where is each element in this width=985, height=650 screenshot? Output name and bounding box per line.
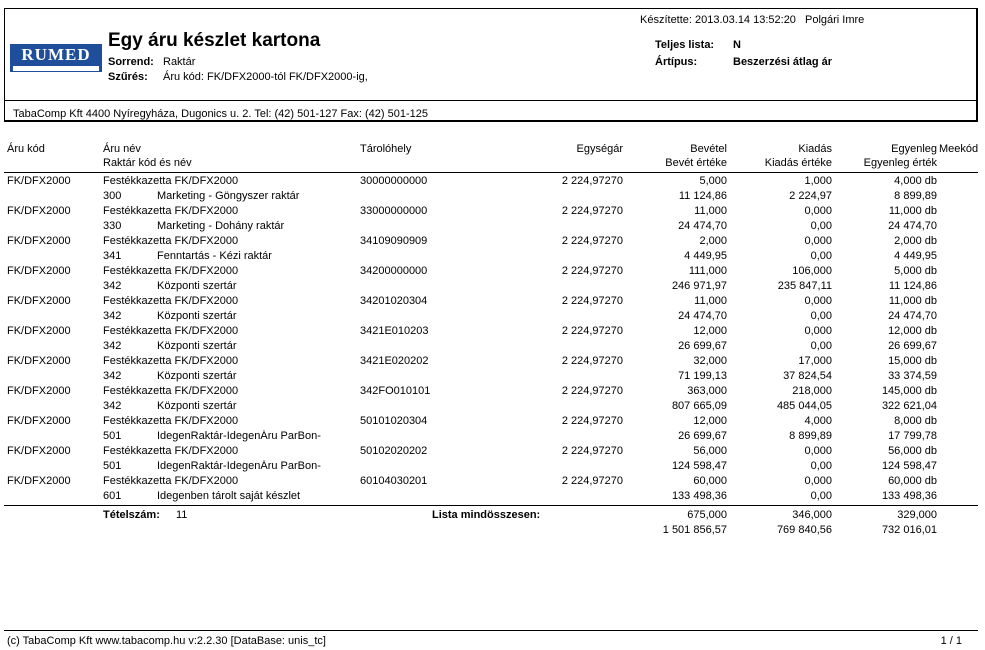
item-name: Festékkazetta FK/DFX2000: [103, 205, 239, 217]
warehouse-name: Marketing - Göngyszer raktár: [157, 190, 300, 202]
warehouse-name: Központi szertár: [157, 370, 237, 382]
item-code: FK/DFX2000: [7, 295, 71, 307]
item-income: 32,000: [693, 355, 727, 367]
col-header-warehouse: Raktár kód és név: [103, 157, 192, 169]
warehouse-name: Idegenben tárolt saját készlet: [157, 490, 301, 502]
col-header-income-value: Bevét értéke: [665, 157, 727, 169]
warehouse-code: 342: [103, 370, 122, 382]
company-logo: [10, 44, 102, 72]
item-expense: 0,000: [804, 325, 832, 337]
item-income: 11,000: [694, 205, 727, 217]
item-name: Festékkazetta FK/DFX2000: [103, 175, 239, 187]
item-income: 5,000: [699, 175, 727, 187]
item-location: 3421E010203: [360, 325, 429, 337]
item-unit-price: 2 224,97270: [561, 325, 623, 337]
item-expense-value: 2 224,97: [789, 190, 832, 202]
item-balance: 11,000 db: [888, 205, 937, 217]
total-balance: 329,000: [897, 509, 937, 521]
item-unit-price: 2 224,97270: [561, 445, 623, 457]
item-expense: 0,000: [804, 205, 832, 217]
item-income-value: 71 199,13: [678, 370, 727, 382]
item-balance: 5,000 db: [894, 265, 937, 277]
item-code: FK/DFX2000: [7, 235, 71, 247]
sort-value: Raktár: [163, 56, 196, 68]
full-list-label: Teljes lista:: [655, 39, 715, 51]
total-expense: 346,000: [792, 509, 832, 521]
item-expense: 218,000: [792, 385, 832, 397]
item-unit-price: 2 224,97270: [561, 205, 623, 217]
item-code: FK/DFX2000: [7, 205, 71, 217]
item-income-value: 246 971,97: [671, 280, 727, 292]
item-income-value: 124 598,47: [671, 460, 727, 472]
warehouse-name: Fenntartás - Kézi raktár: [157, 250, 272, 262]
item-income-value: 26 699,67: [678, 340, 727, 352]
item-location: 3421E020202: [360, 355, 429, 367]
item-balance-value: 322 621,04: [881, 400, 937, 412]
item-income: 11,000: [694, 295, 727, 307]
count-value: 11: [176, 509, 188, 521]
item-unit-price: 2 224,97270: [561, 175, 623, 187]
total-balance-value: 732 016,01: [881, 524, 937, 536]
item-code: FK/DFX2000: [7, 175, 71, 187]
item-balance-value: 26 699,67: [888, 340, 937, 352]
page-number: 1 / 1: [940, 635, 962, 647]
item-name: Festékkazetta FK/DFX2000: [103, 235, 239, 247]
warehouse-code: 330: [103, 220, 122, 232]
item-expense-value: 37 824,54: [783, 370, 832, 382]
filter-value: Áru kód: FK/DFX2000-tól FK/DFX2000-ig,: [163, 71, 368, 83]
warehouse-name: Központi szertár: [157, 400, 237, 412]
item-expense-value: 0,00: [810, 490, 832, 502]
item-expense-value: 0,00: [810, 310, 832, 322]
item-name: Festékkazetta FK/DFX2000: [103, 355, 239, 367]
warehouse-name: IdegenRaktár-IdegenÁru ParBon-: [157, 430, 321, 442]
item-location: 34200000000: [360, 265, 428, 277]
warehouse-code: 300: [103, 190, 122, 202]
item-location: 60104030201: [360, 475, 428, 487]
header-rule: [4, 172, 978, 173]
item-income-value: 24 474,70: [678, 220, 727, 232]
total-expense-value: 769 840,56: [776, 524, 832, 536]
warehouse-code: 501: [103, 460, 122, 472]
total-income-value: 1 501 856,57: [662, 524, 727, 536]
warehouse-code: 601: [103, 490, 122, 502]
item-name: Festékkazetta FK/DFX2000: [103, 445, 239, 457]
item-expense: 106,000: [792, 265, 832, 277]
warehouse-code: 342: [103, 310, 122, 322]
item-name: Festékkazetta FK/DFX2000: [103, 295, 239, 307]
total-income: 675,000: [687, 509, 727, 521]
item-expense: 0,000: [804, 295, 832, 307]
warehouse-name: Központi szertár: [157, 340, 237, 352]
item-code: FK/DFX2000: [7, 415, 71, 427]
warehouse-code: 501: [103, 430, 122, 442]
col-header-income: Bevétel: [690, 143, 727, 155]
created-label: Készítette:: [640, 14, 692, 26]
item-income: 111,000: [688, 265, 727, 277]
item-balance-value: 133 498,36: [881, 490, 937, 502]
item-name: Festékkazetta FK/DFX2000: [103, 475, 239, 487]
item-balance: 56,000 db: [888, 445, 937, 457]
item-balance: 4,000 db: [894, 175, 937, 187]
item-income: 2,000: [699, 235, 727, 247]
warehouse-code: 342: [103, 280, 122, 292]
item-code: FK/DFX2000: [7, 355, 71, 367]
totals-rule: [4, 505, 978, 506]
footer-rule: [4, 630, 978, 631]
item-code: FK/DFX2000: [7, 475, 71, 487]
item-location: 50102020202: [360, 445, 428, 457]
item-income-value: 133 498,36: [671, 490, 727, 502]
created-by: Polgári Imre: [805, 14, 865, 26]
item-income: 12,000: [693, 415, 727, 427]
item-location: 50101020304: [360, 415, 428, 427]
item-expense-value: 0,00: [810, 250, 832, 262]
item-location: 33000000000: [360, 205, 428, 217]
col-header-expense: Kiadás: [798, 143, 832, 155]
item-expense-value: 0,00: [810, 340, 832, 352]
item-unit-price: 2 224,97270: [561, 235, 623, 247]
item-balance-value: 4 449,95: [894, 250, 937, 262]
item-balance: 8,000 db: [894, 415, 937, 427]
col-header-balance: Egyenleg: [891, 143, 937, 155]
item-name: Festékkazetta FK/DFX2000: [103, 415, 239, 427]
item-balance: 2,000 db: [894, 235, 937, 247]
item-expense: 0,000: [804, 235, 832, 247]
warehouse-name: Központi szertár: [157, 310, 237, 322]
warehouse-code: 341: [103, 250, 122, 262]
warehouse-name: Központi szertár: [157, 280, 237, 292]
item-income: 12,000: [693, 325, 727, 337]
item-name: Festékkazetta FK/DFX2000: [103, 325, 239, 337]
item-balance: 145,000 db: [881, 385, 937, 397]
item-income: 60,000: [693, 475, 727, 487]
warehouse-code: 342: [103, 400, 122, 412]
item-income-value: 24 474,70: [678, 310, 727, 322]
item-expense: 1,000: [804, 175, 832, 187]
item-location: 30000000000: [360, 175, 428, 187]
item-balance: 60,000 db: [888, 475, 937, 487]
price-type-value: Beszerzési átlag ár: [733, 56, 833, 68]
col-header-unit-price: Egységár: [576, 143, 623, 155]
item-unit-price: 2 224,97270: [561, 385, 623, 397]
price-type-label: Ártípus:: [655, 56, 698, 68]
warehouse-name: IdegenRaktár-IdegenÁru ParBon-: [157, 460, 321, 472]
item-expense-value: 485 044,05: [776, 400, 832, 412]
item-balance-value: 33 374,59: [888, 370, 937, 382]
item-balance-value: 17 799,78: [888, 430, 937, 442]
col-header-location: Tárolóhely: [360, 143, 412, 155]
item-expense-value: 0,00: [810, 220, 832, 232]
item-unit-price: 2 224,97270: [561, 265, 623, 277]
item-income-value: 11 124,86: [678, 190, 727, 202]
item-name: Festékkazetta FK/DFX2000: [103, 385, 239, 397]
item-expense: 4,000: [804, 415, 832, 427]
item-balance-value: 11 124,86: [888, 280, 937, 292]
company-line: TabaComp Kft 4400 Nyíregyháza, Dugonics u. 2. Tel: (42) 501-127 Fax: (42) 501-125: [13, 108, 428, 120]
item-code: FK/DFX2000: [7, 385, 71, 397]
item-income-value: 26 699,67: [678, 430, 727, 442]
col-header-expense-value: Kiadás értéke: [764, 157, 832, 169]
created-value: 2013.03.14 13:52:20: [695, 14, 796, 26]
item-expense-value: 8 899,89: [789, 430, 832, 442]
item-expense-value: 0,00: [810, 460, 832, 472]
item-balance: 11,000 db: [888, 295, 937, 307]
item-balance: 12,000 db: [888, 325, 937, 337]
col-header-code: Áru kód: [7, 143, 45, 155]
item-expense: 0,000: [804, 445, 832, 457]
warehouse-name: Marketing - Dohány raktár: [157, 220, 285, 232]
item-expense: 0,000: [804, 475, 832, 487]
item-location: 34201020304: [360, 295, 428, 307]
logo-text: RUMED: [21, 45, 91, 64]
item-unit-price: 2 224,97270: [561, 475, 623, 487]
item-income: 56,000: [693, 445, 727, 457]
item-income-value: 807 665,09: [671, 400, 727, 412]
item-unit-price: 2 224,97270: [561, 295, 623, 307]
sort-label: Sorrend:: [108, 56, 154, 68]
warehouse-code: 342: [103, 340, 122, 352]
item-code: FK/DFX2000: [7, 265, 71, 277]
col-header-name: Áru név: [103, 143, 141, 155]
full-list-value: N: [733, 39, 741, 51]
col-header-unit: Meekód: [939, 143, 979, 155]
filter-label: Szűrés:: [108, 71, 148, 83]
item-code: FK/DFX2000: [7, 325, 71, 337]
item-income-value: 4 449,95: [684, 250, 727, 262]
item-income: 363,000: [687, 385, 727, 397]
item-code: FK/DFX2000: [7, 445, 71, 457]
item-balance-value: 24 474,70: [888, 310, 937, 322]
item-balance-value: 124 598,47: [881, 460, 937, 472]
page-title: Egy áru készlet kartona: [108, 30, 321, 51]
item-expense-value: 235 847,11: [777, 280, 832, 292]
item-name: Festékkazetta FK/DFX2000: [103, 265, 239, 277]
header-divider: [4, 100, 978, 101]
footer-text: (c) TabaComp Kft www.tabacomp.hu v:2.2.30 [DataBase: unis_tc]: [7, 635, 326, 647]
item-location: 34109090909: [360, 235, 428, 247]
item-unit-price: 2 224,97270: [561, 355, 623, 367]
item-unit-price: 2 224,97270: [561, 415, 623, 427]
item-balance-value: 8 899,89: [894, 190, 937, 202]
item-expense: 17,000: [798, 355, 832, 367]
sum-label: Lista mindösszesen:: [432, 509, 541, 521]
item-location: 342FO010101: [360, 385, 431, 397]
item-balance: 15,000 db: [888, 355, 937, 367]
col-header-balance-value: Egyenleg érték: [863, 157, 937, 169]
item-balance-value: 24 474,70: [888, 220, 937, 232]
logo-strip: [13, 66, 99, 71]
count-label: Tételszám:: [103, 509, 160, 521]
